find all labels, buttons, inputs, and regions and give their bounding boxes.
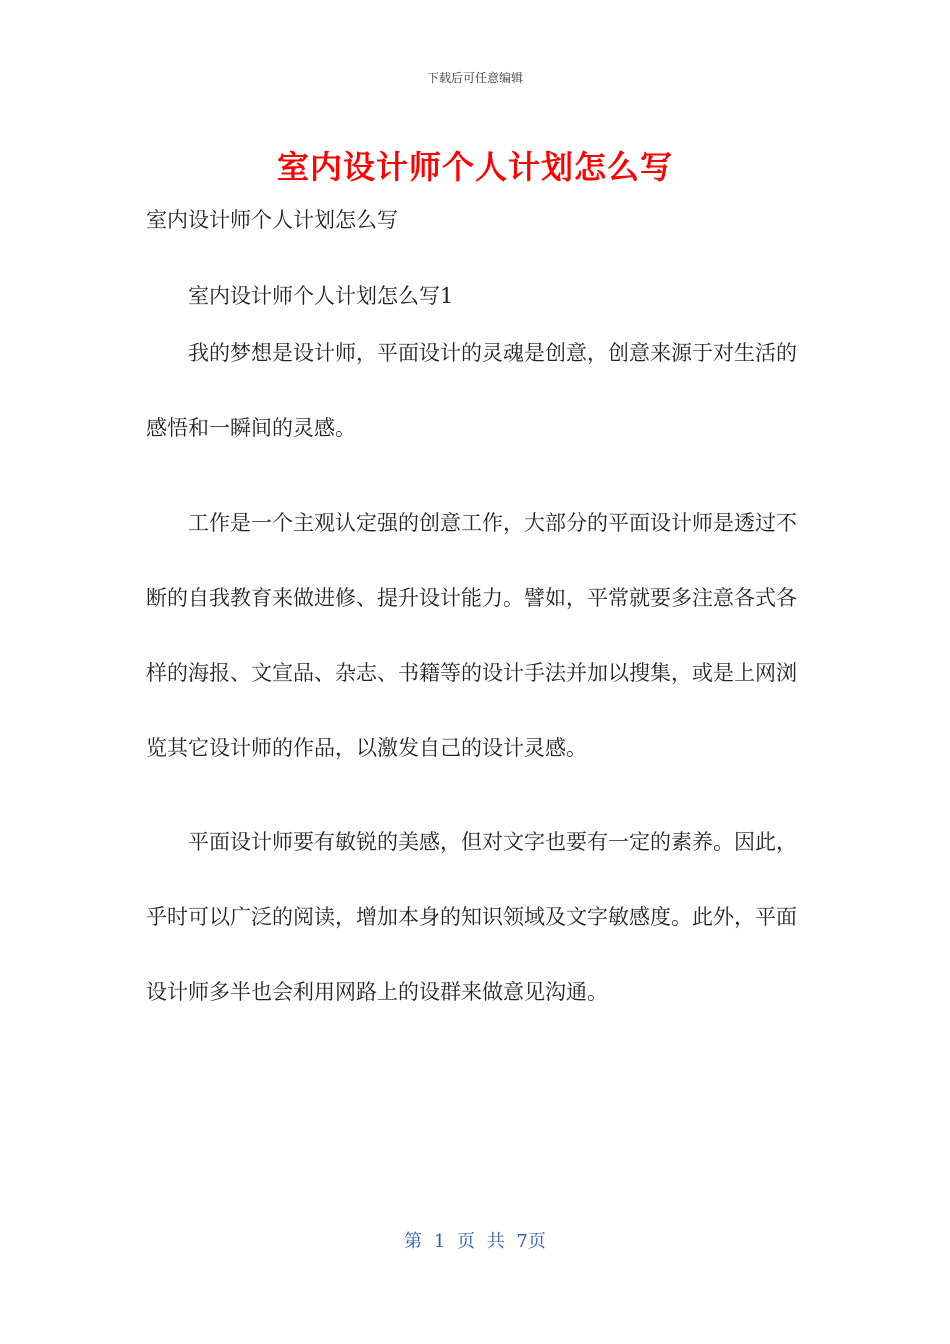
paragraph-3: 平面设计师要有敏锐的美感，但对文字也要有一定的素养。因此，乎时可以广泛的阅读，增加本身的知识领域及文字敏感度。此外，平面设计师多半也会利用网路上的设群来做意见沟通。 (146, 830, 797, 1004)
paragraph-1: 我的梦想是设计师，平面设计的灵魂是创意，创意来源于对生活的感悟和一瞬间的灵感。 (146, 341, 797, 440)
document-body (146, 202, 806, 1068)
document-subtitle: 室内设计师个人计划怎么写 (146, 208, 398, 232)
header-note: 下载后可任意编辑 (426, 71, 523, 85)
page-number-footer: 第 1 页 共 7页 (404, 1231, 546, 1252)
document-title: 室内设计师个人计划怎么写 (276, 148, 673, 186)
paragraph-2: 工作是一个主观认定强的创意工作，大部分的平面设计师是透过不断的自我教育来做进修、提升设计能力。譬如，平常就要多注意各式各样的海报、文宣品、杂志、书籍等的设计手法并加以搜集，或是上网浏览其它设计师的作品，以激发自己的设计灵感。 (146, 510, 797, 760)
section-heading: 室内设计师个人计划怎么写1 (188, 284, 454, 308)
